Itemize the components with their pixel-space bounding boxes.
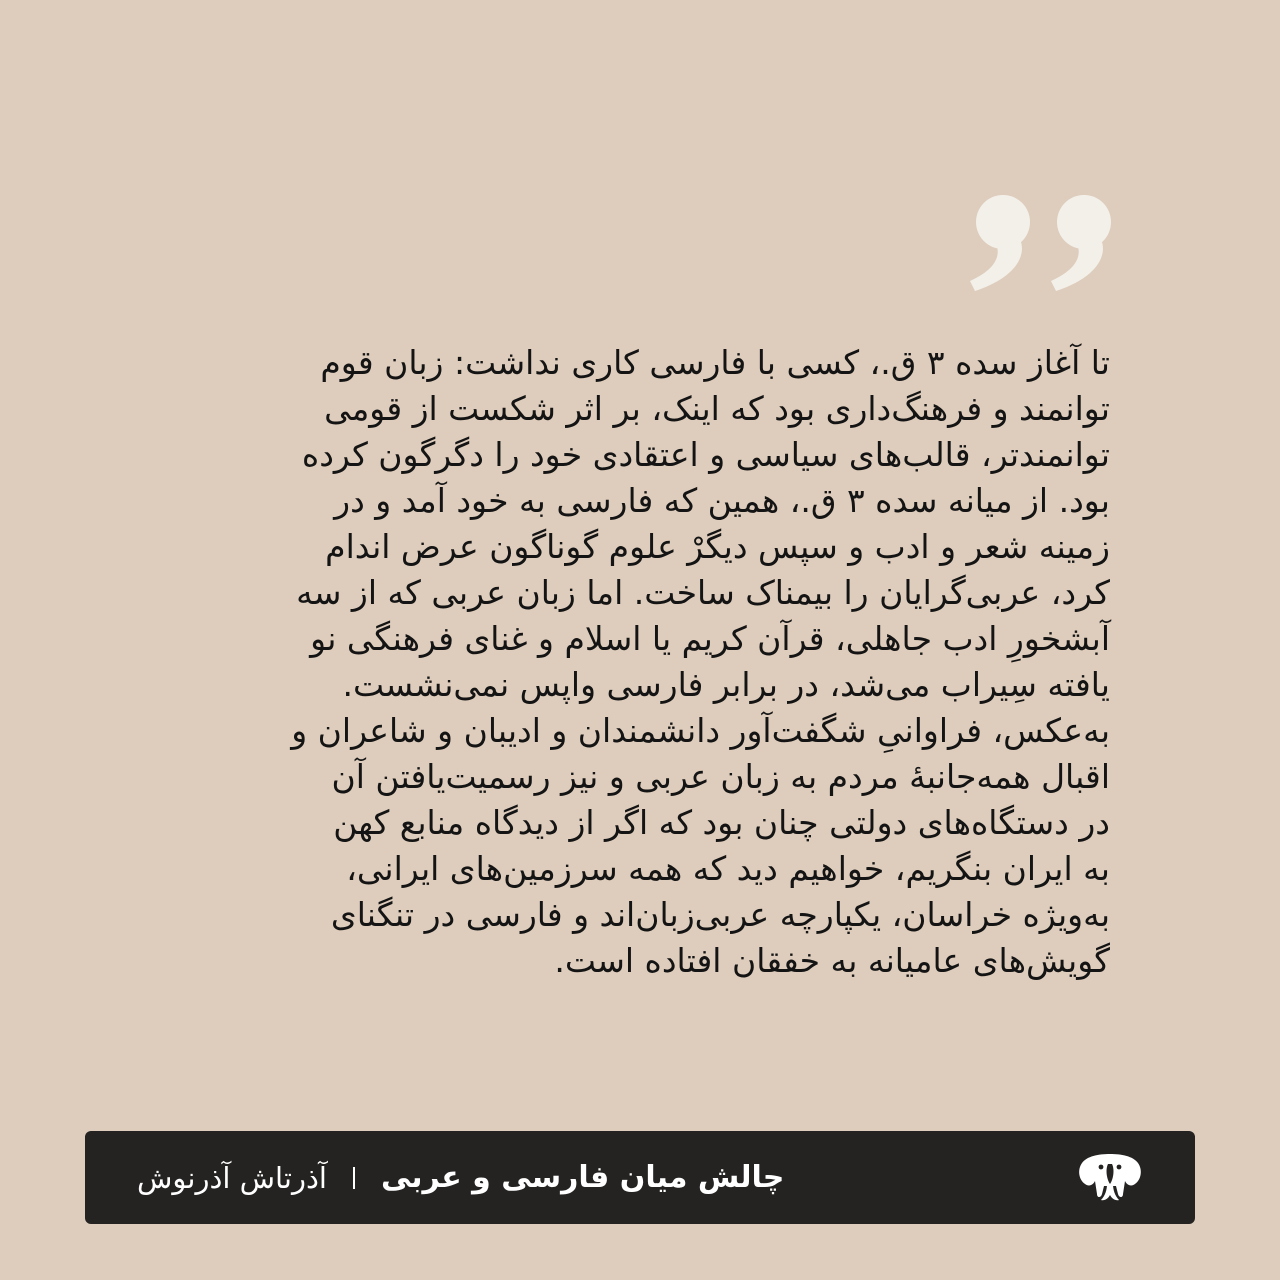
quote-line: کرد، عربی‌گرایان را بیمناک ساخت. اما زبان عربی که از سه xyxy=(296,573,1110,612)
book-title: چالش میان فارسی و عربی xyxy=(380,1160,785,1195)
footer-divider xyxy=(353,1167,355,1189)
quote-line: تا آغاز سده ۳ ق.، کسی با فارسی کاری نداشت: زبان قوم xyxy=(320,343,1110,382)
quote-line: آبشخورِ ادب جاهلی، قرآن کریم یا اسلام و غنای فرهنگی نو xyxy=(310,619,1110,658)
closing-quotation-mark-icon xyxy=(960,180,1120,300)
quote-line: یافته سِیراب می‌شد، در برابر فارسی واپس نمی‌نشست. xyxy=(342,665,1110,704)
quote-line: بود. از میانه سده ۳ ق.، همین که فارسی به خود آمد و در xyxy=(334,481,1110,520)
elephant-logo-icon xyxy=(1077,1150,1143,1204)
quote-line: اقبال همه‌جانبهٔ مردم به زبان عربی و نیز رسمیت‌یافتن آن xyxy=(331,757,1110,796)
quote-text xyxy=(175,340,1110,984)
quote-line: به‌ویژه خراسان، یکپارچه عربی‌زبان‌اند و فارسی در تنگنای xyxy=(330,895,1110,934)
quote-line: در دستگاه‌های دولتی چنان بود که اگر از دیدگاه منابع کهن xyxy=(333,803,1110,842)
footer-bar xyxy=(85,1131,1195,1224)
quote-line: زمینه شعر و ادب و سپس دیگرْ علوم گوناگون عرض اندام xyxy=(325,527,1110,566)
quote-line: توانمندتر، قالب‌های سیاسی و اعتقادی خود را دگرگون کرده xyxy=(301,435,1110,474)
quote-line: به‌عکس، فراوانیِ شگفت‌آور دانشمندان و ادیبان و شاعران و xyxy=(291,711,1110,750)
footer-credits xyxy=(137,1131,784,1224)
author-name: آذرتاش آذرنوش xyxy=(137,1160,327,1195)
quote-line: گویش‌های عامیانه به خفقان افتاده است. xyxy=(554,941,1110,980)
quote-line: به ایران بنگریم، خواهیم دید که همه سرزمین‌های ایرانی، xyxy=(346,849,1110,888)
quote-line: توانمند و فرهنگ‌داری بود که اینک، بر اثر شکست از قومی xyxy=(324,389,1110,428)
